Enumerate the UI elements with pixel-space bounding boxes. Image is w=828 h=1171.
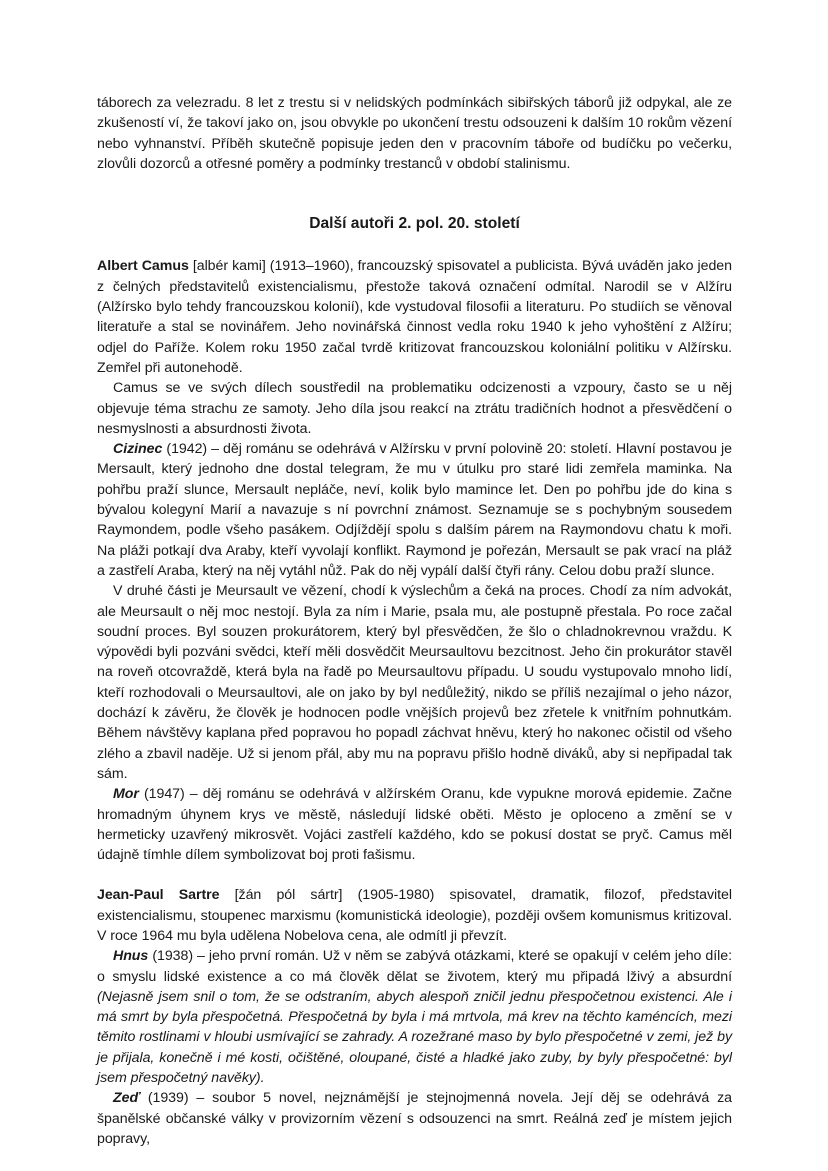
camus-work-mor-year: (1947) [143,786,185,803]
heading-spacer-below [97,234,732,256]
sartre-work-zed-year: (1939) [147,1090,189,1107]
camus-pronunciation: [albér kami] [192,258,266,275]
sartre-life-dates: (1905-1980) [357,887,435,904]
sartre-work-hnus-quotation: (Nejasně jsem snil o tom, že se odstraním, abych alespoň zničil jednu přespočetnou existenci. Ale i má smrt by byla přespočetná. Přespočetná by byla i má mrtvola, má krev na těchto kaméncích, mezi těmito rostlinami v hloubi usmívající se zahrady. A rozežrané maso by bylo přespočetné v zemi, jež by je přijala, konečně i mé kosti, očištěné, oloupané, čisté a hladké jako zuby, by byly přespočetné: byl jsem přespočetný navěky). [97,988,732,1087]
sartre-work-zed-title: Zeď [113,1090,140,1107]
camus-work-mor-title: Mor [113,786,139,803]
camus-work-cizinec-continuation: V druhé části je Meursault ve vězení, chodí k výslechům a čeká na proces. Chodí za ním advokát, ale Meursault o něj moc nestojí. Byla za ním i Marie, psala mu, ale postupně přestala. Po roce začal soudní proces. Byl souzen prokurátorem, který byl přesvědčen, že šlo o chladnokrevnou vraždu. K výpovědi byli pozváni svědci, kteří měli dosvědčit Meursaultovu bezcitnost. Jeho čin prokurátor stavěl na roveň otcovraždě, která byla na řadě po Meursaultovu případu. U soudu vystupovalo mnoho lidí, kteří rozhodovali o Meursaultovi, ale on jako by byl nedůležitý, nikdo se příliš nezajímal o jeho názor, dochází k závěru, že člověk je hodnocen podle vnějších projevů bez zřetele k vnitřním pohnutkám. Během návštěvy kaplana před popravou ho popadl záchvat hněvu, který ho nakonec očistil od všeho zlého a zbavil naděje. Už si jenom přál, aby mu na popravu přišlo hodně diváků, aby si nepřipadal tak sám. [97,583,732,782]
camus-work-cizinec-description: – děj románu se odehrává v Alžírsku v první polovině 20: století. Hlavní postavou je Mersault, který jednoho dne dostal telegram, že mu v útulku pro staré lidi zemřela maminka. Na pohřbu praží slunce, Mersault nepláče, neví, kolik bylo mamince let. Den po pohřbu jde do kina s bývalou kolegyní Marií a navazuje s ní povrchní známost. Seznamuje se s pochybným sousedem Raymondem, podle všeho pasákem. Odjíždějí spolu s dalším párem na Raymondovu chatu k moři. Na pláži potkají dva Araby, kteří vyvolají konflikt. Raymond je pořezán, Mersault se pak vrací na pláž a zastřelí Araba, který na něj vytáhl nůž. Pak do něj vypálí další čtyři rány. Celou dobu praží slunce. [97,441,732,579]
sartre-bio-paragraph [97,885,732,946]
camus-work-mor-description: – děj románu se odehrává v alžírském Oranu, kde vypukne morová epidemie. Začne hromadným úhynem krys ve městě, následují lidské oběti. Město je oploceno a změní se v hermeticky uzavřený mikrosvět. Vojáci zastřelí každého, kdo se pokusí dostat se pryč. Camus měl údajně tímhle dílem symbolizovat boj proti fašismu. [97,786,732,864]
sartre-work-hnus-year: (1938) [152,948,194,965]
sartre-work-hnus-paragraph [97,946,732,1088]
camus-bio-text: francouzský spisovatel a publicista. Bývá uváděn jako jeden z čelných představitelů existencialismu, přestože taková označení odmítal. Narodil se v Alžíru (Alžírsko bylo tehdy francouzskou kolonií), kde vystudoval filosofii a literaturu. Po studiích se věnoval literatuře a stal se novinářem. Jeho novinářská činnost vedla roku 1940 k jeho vyhoštění z Alžíru; odjel do Paříže. Kolem roku 1950 začal tvrdě kritizovat francouzskou koloniální politiku v Alžírsku. Zemřel při autonehodě. [97,258,732,376]
camus-themes-paragraph: Camus se ve svých dílech soustředil na problematiku odcizenosti a vzpoury, často se u něj objevuje téma strachu ze samoty. Jeho díla jsou reakcí na ztrátu tradičních hodnot a přesvědčení o nesmyslnosti a absurdnosti života. [97,380,732,437]
sartre-author-name: Jean-Paul Sartre [97,887,220,904]
sartre-bio-text: spisovatel, dramatik, filozof, představitel existencialismu, stoupenec marxismu (komunistická ideologie), později ovšem komunismus kritizoval. V roce 1964 mu byla udělena Nobelova cena, ale odmítl ji převzít. [97,887,732,944]
camus-work-cizinec-paragraph [97,439,732,581]
section-spacer-sartre [97,865,732,885]
page-title: Další autoři 2. pol. 20. století [309,215,520,233]
sartre-work-hnus-description: – jeho první román. Už v něm se zabývá otázkami, které se opakují v celém jeho díle: o smyslu lidské existence a co má člověk dělat se životem, který mu připadá lživý a absurdní [97,948,732,985]
camus-author-name: Albert Camus [97,258,189,275]
sartre-work-zed-paragraph [97,1088,732,1149]
camus-work-cizinec-year: (1942) [166,441,208,458]
heading-spacer-above [97,174,732,214]
page-content [97,93,732,1149]
camus-work-cizinec-title: Cizinec [113,441,163,458]
continued-paragraph: táborech za velezradu. 8 let z trestu si v nelidských podmínkách sibiřských táborů již odpykal, ale ze zkušeností ví, že takoví jako on, jsou obvykle po ukončení trestu odsouzeni k dalším 10 rokům vězení nebo vyhnanství. Příběh skutečně popisuje jeden den v pracovním táboře od budíčku po večerku, zlovůli dozorců a otřesné poměry a podmínky trestanců v období stalinismu. [97,95,732,172]
camus-work-mor-paragraph [97,784,732,865]
camus-life-dates: (1913–1960), [269,258,354,275]
sartre-work-zed-description: – soubor 5 novel, nejznámější je stejnojmenná novela. Její děj se odehrává za španělské občanské války v provizorním vězení s odsouzenci na smrt. Reálná zeď je místem jejich popravy, [97,1090,732,1147]
camus-bio-paragraph [97,256,732,378]
sartre-pronunciation: [žán pól sártr] [234,887,343,904]
sartre-work-hnus-title: Hnus [113,948,149,965]
